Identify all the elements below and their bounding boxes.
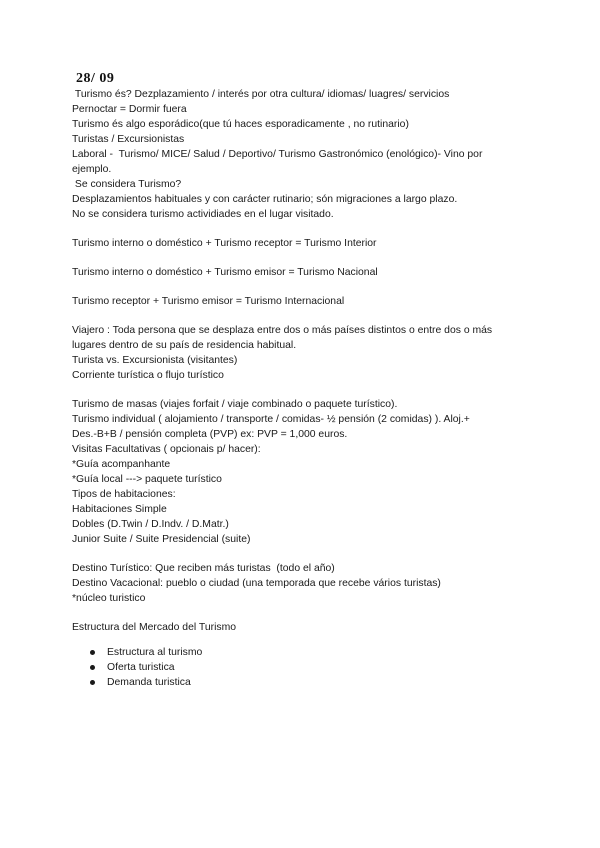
text-line: lugares dentro de su país de residencia habitual. (72, 340, 297, 351)
formula-nacional: Turismo interno o doméstico + Turismo emisor = Turismo Nacional (72, 267, 378, 278)
list-item-label: Estructura al turismo (107, 647, 203, 658)
destino-block (72, 561, 532, 606)
text-line: *núcleo turistico (72, 593, 146, 604)
text-line: No se considera turismo actividiades en el lugar visitado. (72, 209, 334, 220)
estructura-list (72, 645, 532, 690)
text-line: Turista vs. Excursionista (visitantes) (72, 355, 238, 366)
text-line: Destino Turístico: Que reciben más turistas (todo el año) (72, 563, 335, 574)
text-line: Junior Suite / Suite Presidencial (suite) (72, 534, 251, 545)
masas-block (72, 397, 532, 547)
bullet-icon (90, 665, 95, 670)
estructura-title: Estructura del Mercado del Turismo (72, 622, 237, 633)
text-line: Viajero : Toda persona que se desplaza entre dos o más países distintos o entre dos o más (72, 325, 493, 336)
list-item (90, 645, 532, 660)
text-line: Turismo és algo esporádico(que tú haces esporadicamente , no rutinario) (72, 119, 409, 130)
bullet-icon (90, 680, 95, 685)
list-item-label: Demanda turistica (107, 677, 191, 688)
bullet-icon (90, 650, 95, 655)
text-line: Visitas Facultativas ( opcionais p/ hacer): (72, 444, 261, 455)
text-line: Turismo individual ( alojamiento / transporte / comidas- ½ pensión (2 comidas) ). Aloj.+ (72, 414, 470, 425)
intro-block (72, 87, 532, 222)
text-line: Desplazamientos habituales y con carácter rutinario; són migraciones a largo plazo. (72, 194, 458, 205)
text-line: Tipos de habitaciones: (72, 489, 176, 500)
list-item (90, 675, 532, 690)
text-line: Laboral - Turismo/ MICE/ Salud / Deportivo/ Turismo Gastronómico (enológico)- Vino por (72, 149, 483, 160)
list-item-label: Oferta turistica (107, 662, 175, 673)
text-line: Se considera Turismo? (72, 179, 182, 190)
text-line: Dobles (D.Twin / D.Indv. / D.Matr.) (72, 519, 229, 530)
text-line: *Guía acompanhante (72, 459, 171, 470)
text-line: Turismo és? Dezplazamiento / interés por otra cultura/ idiomas/ luagres/ servicios (72, 89, 450, 100)
text-line: Pernoctar = Dormir fuera (72, 104, 187, 115)
formula-internacional: Turismo receptor + Turismo emisor = Turismo Internacional (72, 296, 345, 307)
text-line: Destino Vacacional: pueblo o ciudad (una temporada que recebe vários turistas) (72, 578, 441, 589)
text-line: Corriente turística o flujo turístico (72, 370, 224, 381)
text-line: *Guía local ---> paquete turístico (72, 474, 222, 485)
text-line: Turismo de masas (viajes forfait / viaje combinado o paquete turístico). (72, 399, 398, 410)
formula-interior: Turismo interno o doméstico + Turismo receptor = Turismo Interior (72, 238, 377, 249)
text-line: ejemplo. (72, 164, 112, 175)
text-line: Des.-B+B / pensión completa (PVP) ex: PVP = 1,000 euros. (72, 429, 348, 440)
text-line: Habitaciones Simple (72, 504, 167, 515)
viajero-block (72, 323, 532, 383)
list-item (90, 660, 532, 675)
date-heading: 28/ 09 (76, 71, 115, 86)
text-line: Turistas / Excursionistas (72, 134, 185, 145)
notes-body (72, 87, 532, 690)
